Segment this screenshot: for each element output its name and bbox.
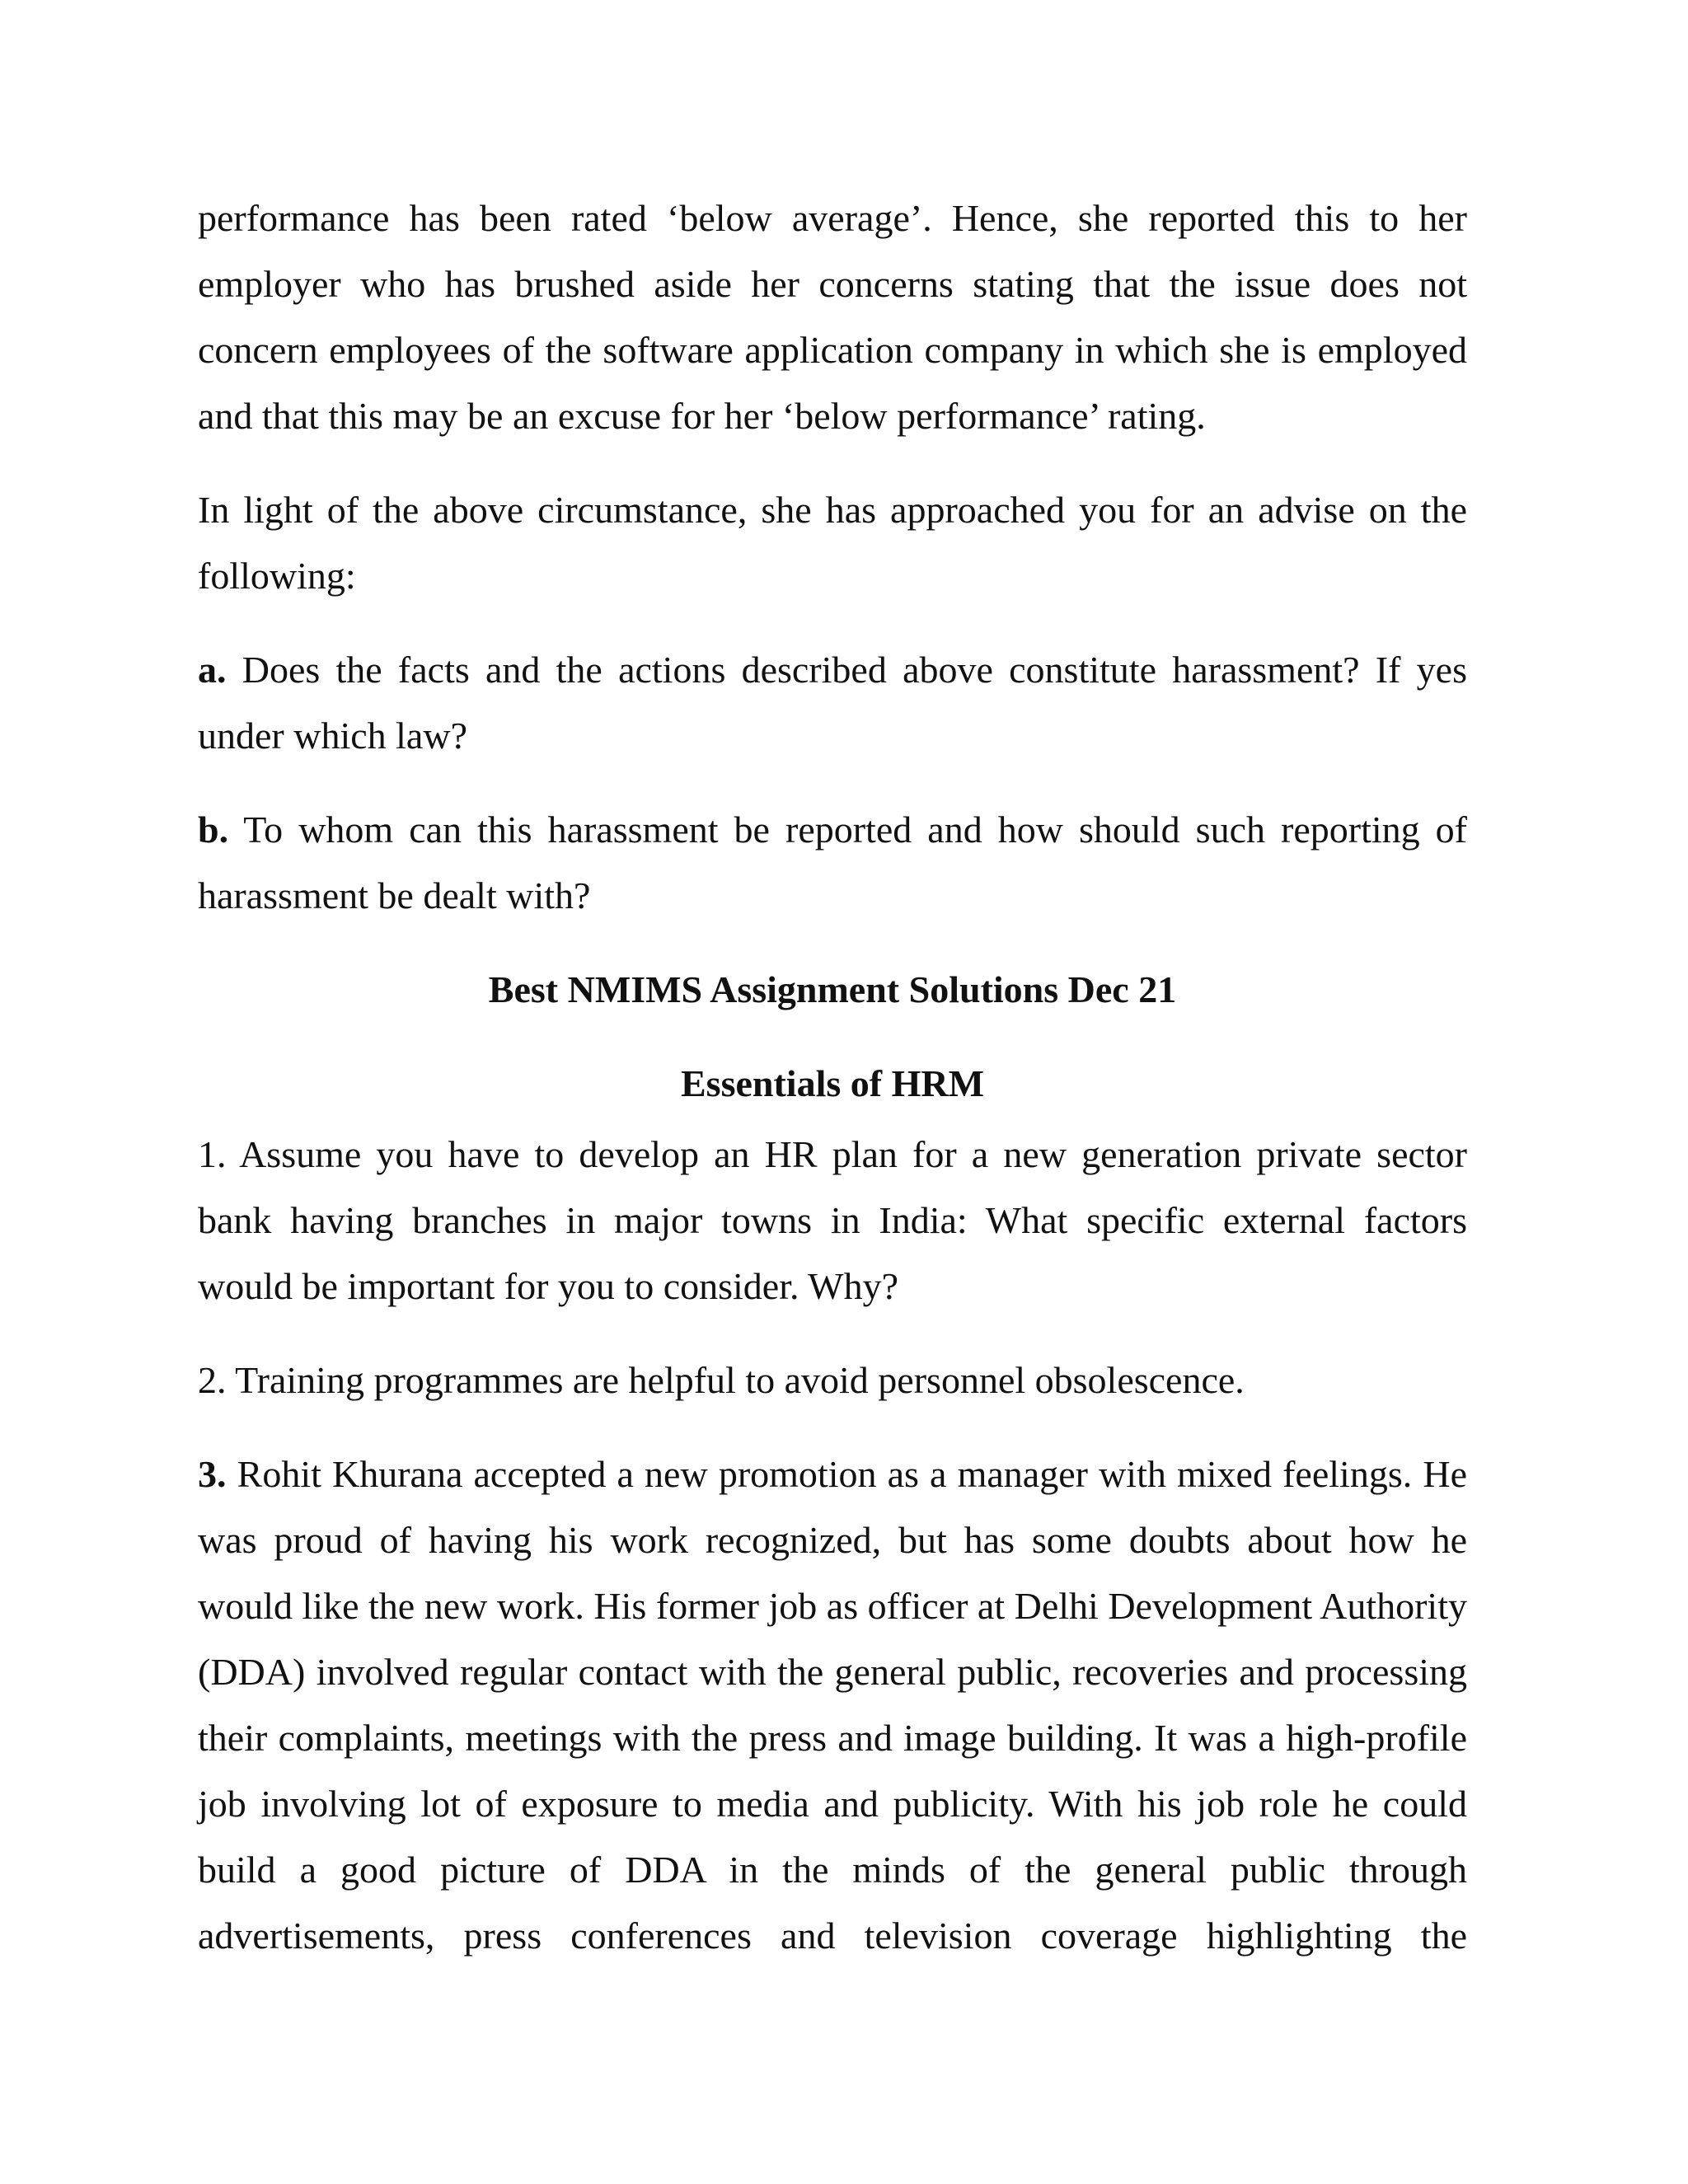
item-1-marker: 1. bbox=[198, 1133, 227, 1175]
question-b-marker: b. bbox=[198, 808, 229, 851]
question-a-text: Does the facts and the actions described above constitute harassment? If yes under which law? bbox=[198, 649, 1467, 757]
item-1-text: Assume you have to develop an HR plan for a new generation private sector bank having branches in major towns in India: What specific external factors would be important for you to consider. Why? bbox=[198, 1133, 1467, 1307]
sub-heading: Essentials of HRM bbox=[681, 1062, 984, 1104]
question-a-marker: a. bbox=[198, 649, 227, 691]
item-1 bbox=[198, 1122, 1467, 1319]
item-2 bbox=[198, 1347, 1467, 1413]
main-heading: Best NMIMS Assignment Solutions Dec 21 bbox=[488, 968, 1177, 1010]
intro-paragraph: performance has been rated ‘below average’. Hence, she reported this to her employer who has brushed aside her concerns stating that the issue does not concern employees of the software application company in which she is employed and that this may be an excuse for her ‘below performance’ rating. bbox=[198, 197, 1467, 437]
document-page bbox=[198, 185, 1467, 1997]
question-b bbox=[198, 797, 1467, 929]
advice-request-paragraph: In light of the above circumstance, she has approached you for an advise on the following: bbox=[198, 489, 1467, 597]
item-2-text: Training programmes are helpful to avoid personnel obsolescence. bbox=[226, 1359, 1245, 1401]
question-b-text: To whom can this harassment be reported and how should such reporting of harassment be dealt with? bbox=[198, 808, 1467, 916]
item-2-marker: 2. bbox=[198, 1359, 227, 1401]
item-3 bbox=[198, 1441, 1467, 1969]
item-3-text: Rohit Khurana accepted a new promotion as a manager with mixed feelings. He was proud of having his work recognized, but has some doubts about how he would like the new work. His former job as officer at Delhi Development Authority (DDA) involved regular contact with the general public, recoveries and processing their complaints, meetings with the press and image building. It was a high-profile job involving lot of exposure to media and publicity. With his job role he could build a good picture of DDA in the minds of the general public through advertisements, press conferences and television coverage highlighting the bbox=[198, 1453, 1467, 1957]
item-3-marker: 3. bbox=[198, 1453, 227, 1495]
question-a bbox=[198, 637, 1467, 769]
